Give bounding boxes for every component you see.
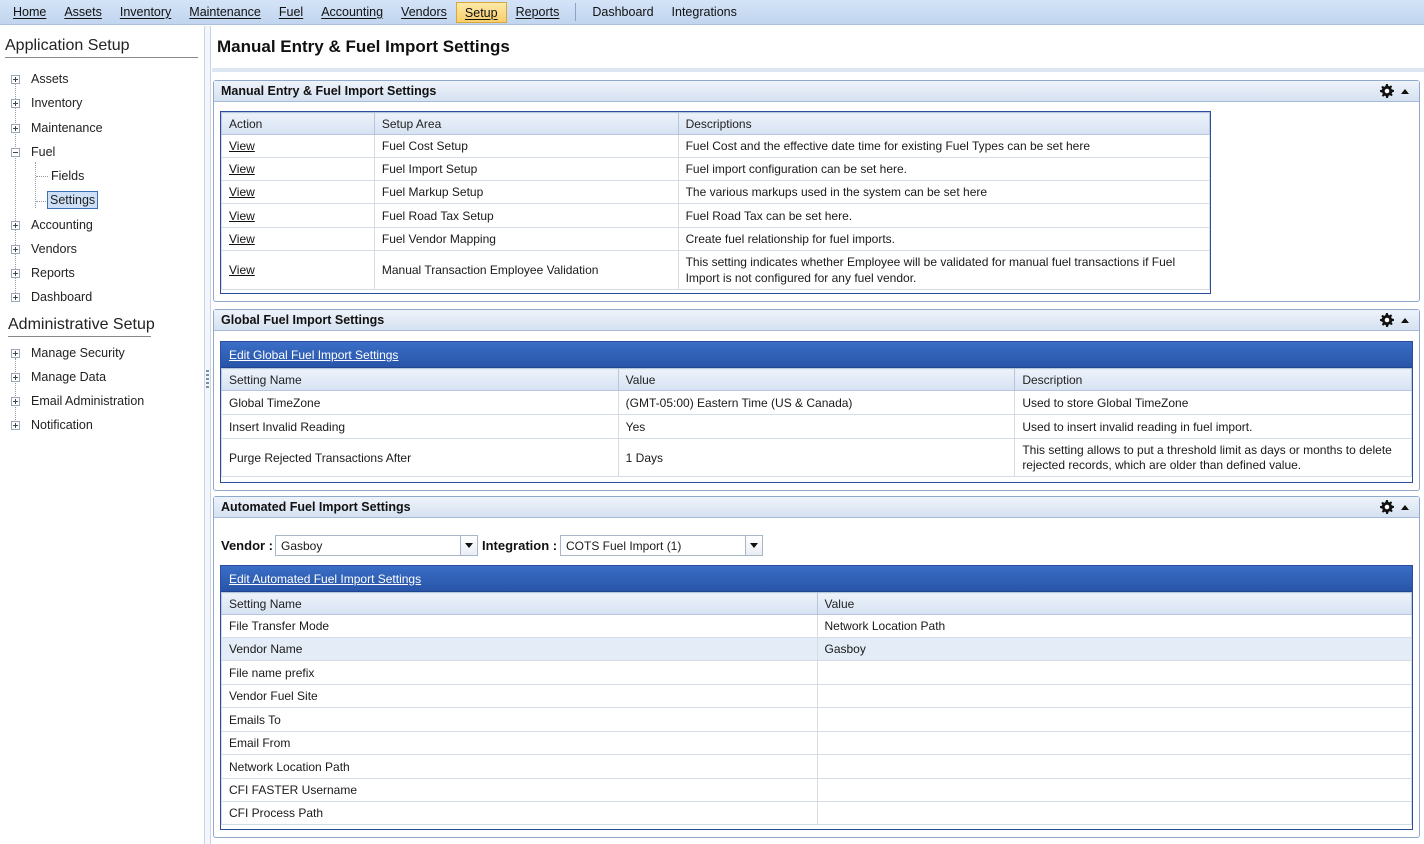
gear-icon[interactable] — [1380, 84, 1394, 98]
integration-select-value: COTS Fuel Import (1) — [566, 538, 682, 553]
table-row — [222, 391, 1412, 415]
global-fuel-import-panel — [213, 309, 1420, 491]
description-cell: The various markups used in the system can be set here — [678, 181, 1209, 204]
description-cell: Fuel Cost and the effective date time for existing Fuel Types can be set here — [678, 135, 1209, 158]
tree-item-dashboard[interactable] — [11, 290, 92, 304]
setting-value-cell — [817, 779, 1412, 802]
expand-icon[interactable] — [11, 124, 20, 133]
tree-item-vendors[interactable] — [11, 242, 77, 256]
tree-label: Manage Data — [31, 370, 107, 384]
table-header-row — [222, 369, 1412, 391]
panel-title: Automated Fuel Import Settings — [221, 500, 411, 514]
section-divider — [8, 336, 151, 337]
tree-label: Maintenance — [31, 121, 103, 135]
table-row — [222, 181, 1210, 204]
column-header[interactable]: Setup Area — [374, 113, 678, 135]
tree-label: Dashboard — [31, 290, 93, 304]
collapse-up-icon[interactable] — [1401, 318, 1409, 323]
menu-setup[interactable]: Setup — [456, 2, 507, 23]
setup-area-cell: Fuel Vendor Mapping — [374, 228, 678, 251]
setting-value-cell — [817, 661, 1412, 685]
tree-item-notification[interactable] — [11, 418, 93, 432]
tree-item-maintenance[interactable] — [11, 121, 103, 135]
table-row — [222, 802, 1412, 825]
menu-reports[interactable]: Reports — [515, 4, 560, 19]
panel-title: Global Fuel Import Settings — [221, 313, 385, 327]
expand-icon[interactable] — [11, 421, 20, 430]
collapse-icon[interactable] — [11, 148, 20, 157]
tree-line — [36, 201, 46, 202]
chevron-down-icon — [465, 543, 473, 548]
menu-dashboard[interactable]: Dashboard — [592, 4, 654, 19]
description-cell: Fuel import configuration can be set here. — [678, 158, 1209, 181]
panel-tools — [1380, 84, 1409, 98]
setting-name-cell: File Transfer Mode — [222, 615, 818, 638]
table-row — [222, 638, 1412, 661]
table-row — [222, 615, 1412, 638]
setting-name-cell: Vendor Name — [222, 638, 818, 661]
description-cell: This setting indicates whether Employee will be validated for manual fuel transactions if Fuel Import is not configured for any fuel vendor. — [678, 251, 1209, 290]
setting-description-cell: This setting allows to put a threshold limit as days or months to delete rejected records, which are older than defined value. — [1015, 439, 1412, 477]
expand-icon[interactable] — [11, 293, 20, 302]
sidebar — [0, 26, 205, 844]
integration-label: Integration : — [482, 538, 558, 553]
tree-label: Reports — [31, 266, 75, 280]
table-row — [222, 732, 1412, 755]
panel-header — [214, 497, 1419, 518]
tree-label: Accounting — [31, 218, 93, 232]
table-row — [222, 779, 1412, 802]
setting-value-cell: (GMT-05:00) Eastern Time (US & Canada) — [618, 391, 1015, 415]
panel-title: Manual Entry & Fuel Import Settings — [221, 84, 437, 98]
setup-area-cell: Fuel Import Setup — [374, 158, 678, 181]
setting-description-cell: Used to store Global TimeZone — [1015, 391, 1412, 415]
expand-icon[interactable] — [11, 99, 20, 108]
splitter-grip[interactable] — [206, 370, 209, 390]
setting-name-cell: File name prefix — [222, 661, 818, 685]
setting-value-cell — [817, 802, 1412, 825]
tree-item-fuel[interactable] — [11, 145, 55, 159]
expand-icon[interactable] — [11, 397, 20, 406]
menu-integrations[interactable]: Integrations — [671, 4, 737, 19]
table-row — [222, 439, 1412, 477]
table-row — [222, 158, 1210, 181]
expand-icon[interactable] — [11, 75, 20, 84]
setting-name-cell: Global TimeZone — [222, 391, 619, 415]
table-row — [222, 755, 1412, 779]
tree-item-settings[interactable] — [47, 191, 98, 209]
view-link[interactable]: View — [229, 162, 255, 176]
expand-icon[interactable] — [11, 269, 20, 278]
setting-name-cell: Emails To — [222, 708, 818, 732]
column-header[interactable]: Setting Name — [222, 593, 818, 615]
tree-label: Fuel — [31, 145, 56, 159]
setting-value-cell — [817, 755, 1412, 779]
global-settings-table — [221, 368, 1412, 477]
setting-value-cell: Network Location Path — [817, 615, 1412, 638]
panel-tools — [1380, 500, 1409, 514]
gear-icon[interactable] — [1380, 313, 1394, 327]
panel-header — [214, 310, 1419, 331]
tree-item-manage-security[interactable] — [11, 346, 125, 360]
table-row — [222, 251, 1210, 290]
menu-home[interactable]: Home — [13, 4, 47, 19]
tree-label: Email Administration — [31, 394, 145, 408]
tree-item-accounting[interactable] — [11, 218, 93, 232]
setup-area-table — [221, 112, 1210, 290]
setting-description-cell: Used to insert invalid reading in fuel import. — [1015, 415, 1412, 439]
table-row — [222, 135, 1210, 158]
description-cell: Create fuel relationship for fuel imports. — [678, 228, 1209, 251]
expand-icon[interactable] — [11, 373, 20, 382]
tree-label: Fields — [51, 169, 85, 183]
menu-maintenance[interactable]: Maintenance — [189, 4, 261, 19]
setting-name-cell: Purge Rejected Transactions After — [222, 439, 619, 477]
tree-item-fields[interactable] — [51, 169, 84, 183]
administrative-setup-title: Administrative Setup — [8, 316, 155, 333]
collapse-up-icon[interactable] — [1401, 505, 1409, 510]
description-cell: Fuel Road Tax can be set here. — [678, 204, 1209, 228]
title-rule — [212, 68, 1424, 72]
table-row — [222, 415, 1412, 439]
menu-assets[interactable]: Assets — [64, 4, 102, 19]
menu-fuel[interactable]: Fuel — [278, 4, 304, 19]
section-divider — [5, 57, 198, 58]
tree-line — [36, 176, 48, 177]
table-row — [222, 685, 1412, 708]
gear-icon[interactable] — [1380, 500, 1394, 514]
column-header[interactable]: Description — [1015, 369, 1412, 391]
setting-name-cell: CFI FASTER Username — [222, 779, 818, 802]
setting-name-cell: Insert Invalid Reading — [222, 415, 619, 439]
vendor-select-value: Gasboy — [281, 538, 323, 553]
view-link[interactable]: View — [229, 139, 255, 153]
table-row — [222, 204, 1210, 228]
tree-item-email-administration[interactable] — [11, 394, 144, 408]
tree-label: Assets — [31, 72, 69, 86]
tree-item-reports[interactable] — [11, 266, 75, 280]
setting-value-cell: Yes — [618, 415, 1015, 439]
tree-label: Settings — [50, 193, 96, 207]
setup-area-cell: Fuel Markup Setup — [374, 181, 678, 204]
chevron-down-icon — [750, 543, 758, 548]
setting-name-cell: Vendor Fuel Site — [222, 685, 818, 708]
column-header[interactable]: Value — [618, 369, 1015, 391]
expand-icon[interactable] — [11, 245, 20, 254]
tree-item-inventory[interactable] — [11, 96, 82, 110]
main-content — [212, 26, 1424, 844]
table-row — [222, 661, 1412, 685]
manual-entry-panel — [213, 80, 1420, 302]
integration-select[interactable] — [560, 535, 763, 556]
view-link[interactable]: View — [229, 232, 255, 246]
page-title: Manual Entry & Fuel Import Settings — [217, 37, 510, 56]
expand-icon[interactable] — [11, 221, 20, 230]
menu-accounting[interactable]: Accounting — [321, 4, 384, 19]
setting-value-cell: Gasboy — [817, 638, 1412, 661]
setup-area-cell: Fuel Cost Setup — [374, 135, 678, 158]
setting-name-cell: CFI Process Path — [222, 802, 818, 825]
vendor-select[interactable] — [275, 535, 478, 556]
panel-header — [214, 81, 1419, 102]
setting-value-cell: 1 Days — [618, 439, 1015, 477]
menu-separator — [575, 3, 576, 21]
view-link[interactable]: View — [229, 263, 255, 277]
tree-item-manage-data[interactable] — [11, 370, 106, 384]
tree-label: Notification — [31, 418, 93, 432]
dropdown-button[interactable] — [745, 536, 762, 555]
collapse-up-icon[interactable] — [1401, 89, 1409, 94]
edit-automated-settings-link[interactable]: Edit Automated Fuel Import Settings — [229, 571, 422, 586]
view-link[interactable]: View — [229, 185, 255, 199]
column-header[interactable]: Descriptions — [678, 113, 1209, 135]
automated-fuel-import-panel — [213, 496, 1420, 838]
vendor-label: Vendor : — [221, 538, 274, 553]
table-row — [222, 708, 1412, 732]
setting-name-cell: Network Location Path — [222, 755, 818, 779]
tree-label: Manage Security — [31, 346, 125, 360]
menu-vendors[interactable]: Vendors — [401, 4, 447, 19]
column-header[interactable]: Setting Name — [222, 369, 619, 391]
automated-settings-table — [221, 592, 1412, 825]
table-header-row — [222, 113, 1210, 135]
setup-area-cell: Manual Transaction Employee Validation — [374, 251, 678, 290]
edit-global-settings-link[interactable]: Edit Global Fuel Import Settings — [229, 347, 399, 362]
tree-item-assets[interactable] — [11, 72, 69, 86]
dropdown-button[interactable] — [460, 536, 477, 555]
setting-name-cell: Email From — [222, 732, 818, 755]
expand-icon[interactable] — [11, 349, 20, 358]
table-header-row — [222, 593, 1412, 615]
setting-value-cell — [817, 708, 1412, 732]
table-row — [222, 228, 1210, 251]
view-link[interactable]: View — [229, 208, 255, 223]
tree-label: Inventory — [31, 96, 83, 110]
setting-value-cell — [817, 685, 1412, 708]
application-setup-title: Application Setup — [5, 37, 130, 54]
pane-splitter[interactable] — [205, 26, 211, 844]
panel-tools — [1380, 313, 1409, 327]
menu-inventory[interactable]: Inventory — [119, 4, 172, 19]
column-header[interactable]: Action — [222, 113, 375, 135]
menu-bar — [0, 0, 1424, 25]
tree-label: Vendors — [31, 242, 77, 256]
column-header[interactable]: Value — [817, 593, 1412, 615]
setup-area-cell: Fuel Road Tax Setup — [374, 204, 678, 228]
setting-value-cell — [817, 732, 1412, 755]
